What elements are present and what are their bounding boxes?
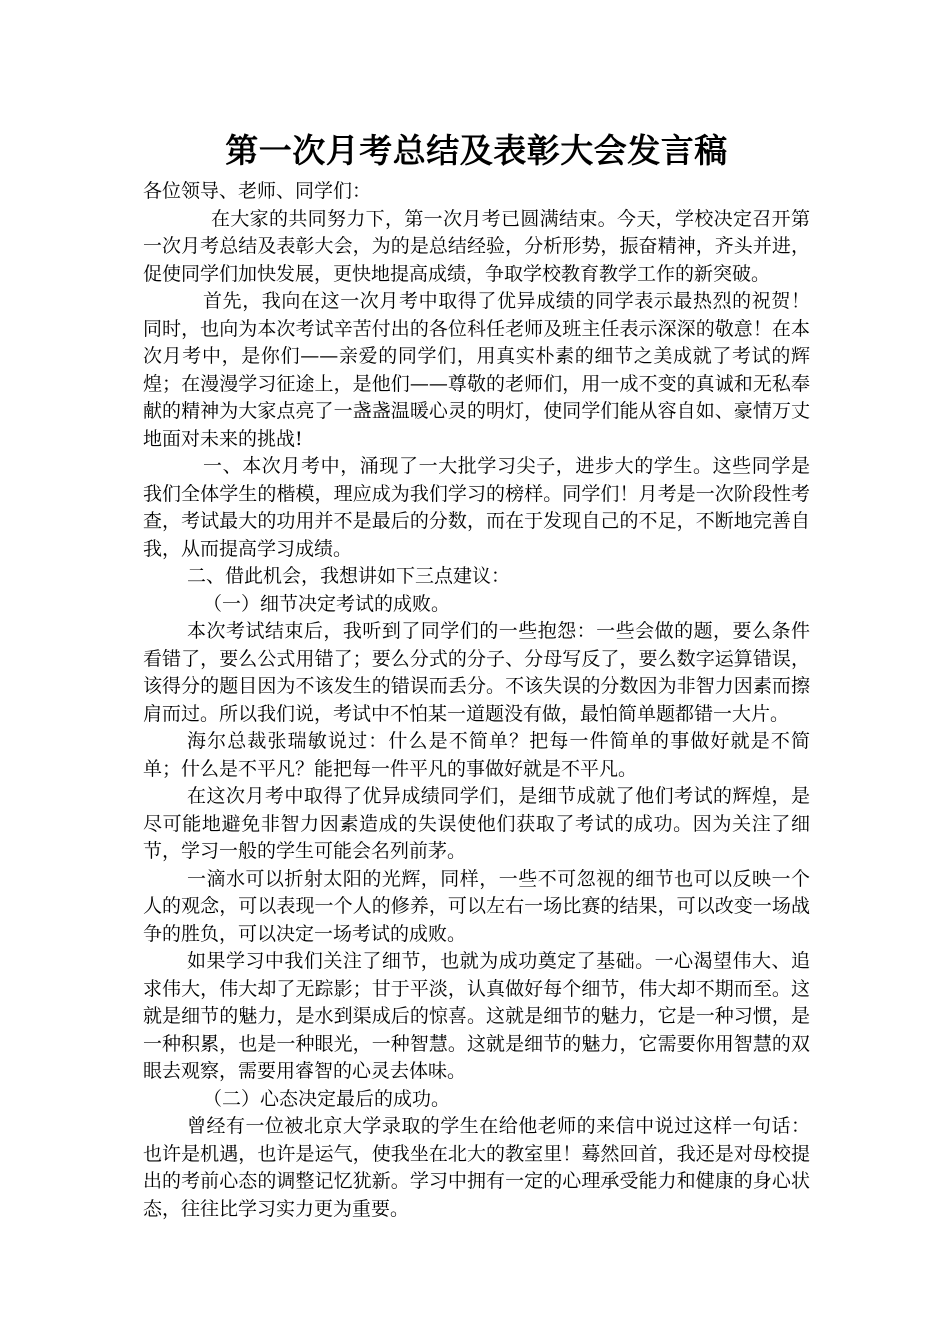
paragraph-point-two: 二、借此机会，我想讲如下三点建议： — [187, 565, 511, 587]
paragraph-intro: 在大家的共同努力下，第一次月考已圆满结束。今天，学校决定召开第一次月考总结及表彰大会，为的是总结经验，分析形势，振奋精神，齐头并进，促使同学们加快发展，更快地提高成绩，争取学校教育教学工作的新突破。 — [143, 207, 810, 285]
salutation: 各位领导、老师、同学们： — [143, 180, 372, 202]
paragraph-point-one: 一、本次月考中，涌现了一大批学习尖子，进步大的学生。这些同学是我们全体学生的楷模，理应成为我们学习的榜样。同学们！月考是一次阶段性考查，考试最大的功用并不是最后的分数，而在于发现自己的不足，不断地完善自我，从而提高学习成绩。 — [143, 455, 810, 560]
paragraph-complaints: 本次考试结束后，我听到了同学们的一些抱怨：一些会做的题，要么条件看错了，要么公式用错了；要么分式的分子、分母写反了，要么数字运算错误，该得分的题目因为不该发生的错误而丢分。不该失误的分数因为非智力因素而擦肩而过。所以我们说，考试中不怕某一道题没有做，最怕简单题都错一大片。 — [143, 620, 810, 725]
subheading-mindset: （二）心态决定最后的成功。 — [203, 1087, 451, 1110]
subheading-details: （一）细节决定考试的成败。 — [203, 592, 451, 615]
document-page — [143, 128, 810, 1223]
paragraph-excellent-students: 在这次月考中取得了优异成绩同学们，是细节成就了他们考试的辉煌，是尽可能地避免非智力因素造成的失误使他们获取了考试的成功。因为关注了细节，学习一般的学生可能会名列前茅。 — [143, 785, 810, 862]
paragraph-water-drop: 一滴水可以折射太阳的光辉，同样，一些不可忽视的细节也可以反映一个人的观念，可以表现一个人的修养，可以左右一场比赛的结果，可以改变一场战争的胜负，可以决定一场考试的成败。 — [143, 867, 810, 945]
paragraph-congratulations: 首先，我向在这一次月考中取得了优异成绩的同学表示最热烈的祝贺！同时，也向为本次考试辛苦付出的各位科任老师及班主任表示深深的敬意！在本次月考中，是你们——亲爱的同学们，用真实朴素的细节之美成就了考试的辉煌；在漫漫学习征途上，是他们——尊敬的老师们，用一成不变的真诚和无私奉献的精神为大家点亮了一盏盏温暖心灵的明灯，使同学们能从容自如、豪情万丈地面对未来的挑战! — [143, 290, 810, 450]
paragraph-charm-of-details: 如果学习中我们关注了细节，也就为成功奠定了基础。一心渴望伟大、追求伟大，伟大却了无踪影；甘于平淡，认真做好每个细节，伟大却不期而至。这就是细节的魅力，是水到渠成后的惊喜。这就是细节的魅力，它是一种习惯，是一种积累，也是一种眼光，一种智慧。这就是细节的魅力，它需要你用智慧的双眼去观察，需要用睿智的心灵去体味。 — [143, 950, 810, 1082]
paragraph-peking-university: 曾经有一位被北京大学录取的学生在给他老师的来信中说过这样一句话：也许是机遇，也许是运气，使我坐在北大的教室里！蓦然回首，我还是对母校提出的考前心态的调整记忆犹新。学习中拥有一定的心理承受能力和健康的身心状态，往往比学习实力更为重要。 — [143, 1115, 810, 1220]
document-title: 第一次月考总结及表彰大会发言稿 — [225, 131, 728, 170]
paragraph-quote: 海尔总裁张瑞敏说过：什么是不简单？把每一件简单的事做好就是不简单；什么是不平凡？能把每一件平凡的事做好就是不平凡。 — [143, 730, 810, 780]
